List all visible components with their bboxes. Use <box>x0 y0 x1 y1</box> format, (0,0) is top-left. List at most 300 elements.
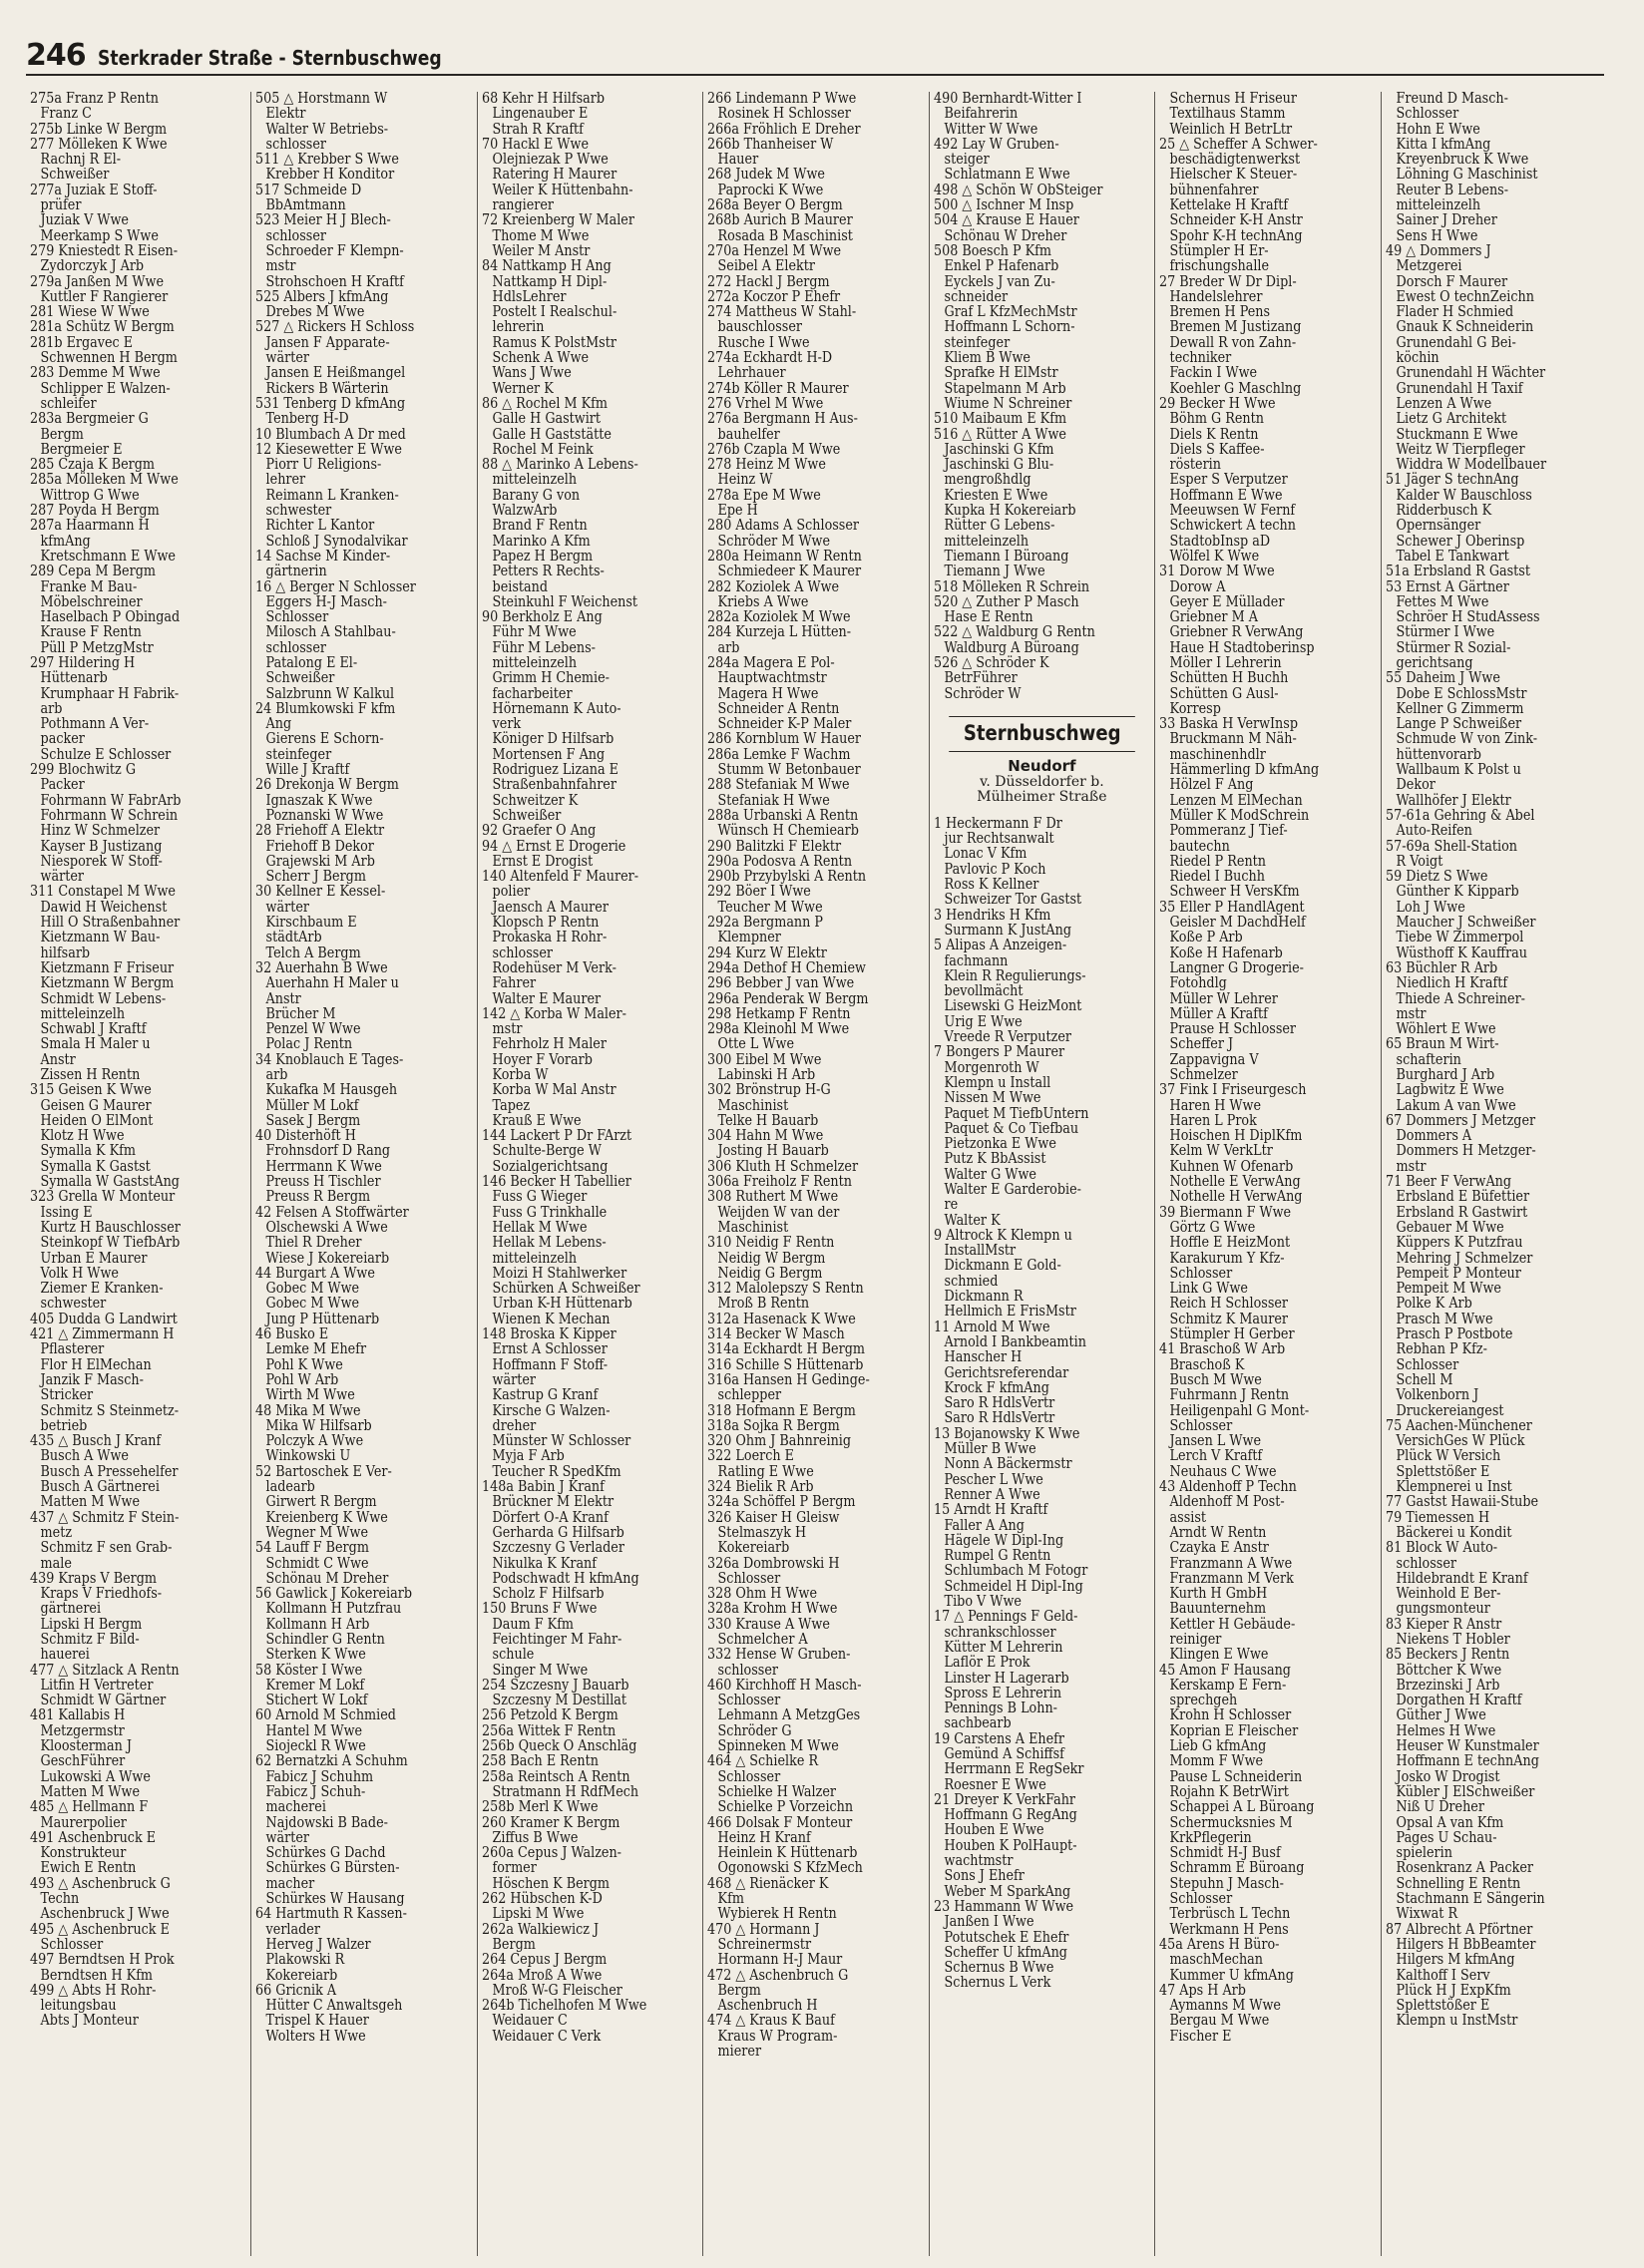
directory-entry: 264b Tichelhofen M Wwe <box>481 1998 647 2015</box>
directory-entry: 279a Janßen M Wwe <box>30 273 165 290</box>
directory-entry: Schweißer <box>492 807 562 824</box>
directory-entry: Eggers H-J Masch- <box>265 593 388 610</box>
directory-entry: Rachnj R El- <box>40 152 122 169</box>
directory-entry: 23 Hammann W Wwe <box>933 1898 1073 1915</box>
directory-entry: schlosser <box>265 639 327 656</box>
directory-entry: Stepuhn J Masch- <box>1169 1875 1285 1892</box>
directory-entry: wärter <box>265 350 310 367</box>
directory-entry: Lipski H Bergm <box>40 1616 143 1633</box>
directory-entry: 33 Baska H VerwInsp <box>1159 716 1299 733</box>
directory-entry: 300 Eibel M Wwe <box>707 1051 822 1068</box>
directory-entry: Jaensch A Maurer <box>492 899 609 916</box>
directory-entry: beschädigtenwerkst <box>1169 152 1301 169</box>
directory-entry: 266 Lindemann P Wwe <box>707 92 857 107</box>
directory-entry: Möller I Lehrerin <box>1169 654 1282 671</box>
directory-entry: Kummer U kfmAng <box>1169 1967 1295 1984</box>
directory-entry: 287a Haarmann H <box>30 518 150 535</box>
directory-entry: Ridderbusch K <box>1396 503 1491 520</box>
directory-entry: Gnauk K Schneiderin <box>1396 319 1533 336</box>
directory-entry: Marinko A Kfm <box>492 533 591 550</box>
directory-entry: 290 Balitzki F Elektr <box>707 838 842 855</box>
directory-entry: Milosch A Stahlbau- <box>265 624 397 641</box>
directory-entry: Klempnerei u Inst <box>1396 1479 1512 1496</box>
directory-entry: Abts J Monteur <box>40 2013 139 2030</box>
directory-entry: Splettstößer E <box>1396 1463 1489 1480</box>
directory-entry: mitteleinzelh <box>944 533 1028 550</box>
directory-entry: Lingenauber E <box>492 106 589 123</box>
directory-entry: schrankschlosser <box>944 1624 1056 1641</box>
directory-entry: 146 Becker H Tabellier <box>481 1174 631 1191</box>
directory-entry: Stichert W Lokf <box>265 1693 368 1709</box>
directory-entry: Meeuwsen W Fernf <box>1169 503 1296 520</box>
directory-entry: Stefaniak H Wwe <box>717 792 831 809</box>
directory-entry: Gemünd A Schiffsf <box>944 1745 1064 1762</box>
directory-entry: Grunendahl H Taxif <box>1396 380 1523 397</box>
directory-entry: 290b Przybylski A Rentn <box>707 869 867 886</box>
directory-entry: Morgenroth W <box>944 1059 1039 1076</box>
directory-entry: Pohl K Wwe <box>265 1356 344 1373</box>
directory-entry: Rosenkranz A Packer <box>1396 1860 1533 1877</box>
directory-entry: Reimann L Kranken- <box>265 487 400 504</box>
directory-entry: Bruckmann M Näh- <box>1169 731 1297 748</box>
directory-entry: Karakurum Y Kfz- <box>1169 1250 1285 1267</box>
directory-entry: 517 Schmeide D <box>255 182 362 198</box>
directory-entry: bühnenfahrer <box>1169 182 1259 198</box>
directory-entry: steiger <box>944 152 990 169</box>
directory-entry: 3 Hendriks H Kfm <box>933 907 1050 924</box>
directory-entry: dreher <box>492 1417 537 1434</box>
directory-entry: 474 △ Kraus K Bauf <box>707 2013 836 2030</box>
directory-entry: 49 △ Dommers J <box>1385 242 1491 259</box>
directory-entry: bevollmächt <box>944 983 1024 1000</box>
directory-entry: schlosser <box>265 227 327 244</box>
directory-entry: Anstr <box>265 990 302 1007</box>
directory-entry: Schramm E Büroang <box>1169 1860 1305 1877</box>
directory-entry: Lehmann A MetzgGes <box>717 1707 861 1724</box>
directory-entry: Ogonowski S KfzMech <box>717 1860 864 1877</box>
directory-entry: Plakowski R <box>265 1952 345 1969</box>
directory-entry: Griebner R VerwAng <box>1169 624 1304 641</box>
directory-entry: Heuser W Kunstmaler <box>1396 1738 1539 1755</box>
directory-entry: Penzel W Wwe <box>265 1021 361 1038</box>
directory-entry: Litfin H Vertreter <box>40 1677 154 1694</box>
directory-entry: former <box>492 1860 537 1877</box>
directory-entry: Höschen K Bergm <box>492 1875 610 1892</box>
directory-entry: Rusche I Wwe <box>717 334 810 351</box>
directory-entry: Pommeranz J Tief- <box>1169 823 1288 840</box>
directory-entry: 328 Ohm H Wwe <box>707 1586 818 1603</box>
directory-entry: Volk H Wwe <box>40 1265 119 1282</box>
directory-entry: Wegner M Wwe <box>265 1524 369 1541</box>
directory-entry: Krock F kfmAng <box>944 1379 1049 1396</box>
directory-entry: Rosinek H Schlosser <box>717 106 852 123</box>
directory-entry: Schmitz F sen Grab- <box>40 1540 173 1557</box>
directory-entry: Urban E Maurer <box>40 1250 148 1267</box>
directory-entry: 262a Walkiewicz J <box>481 1921 599 1938</box>
directory-entry: 44 Burgart A Wwe <box>255 1265 376 1282</box>
directory-column <box>1381 92 1606 2256</box>
directory-entry: Schürkes W Hausang <box>265 1891 405 1908</box>
directory-entry: maschinenhdlr <box>1169 746 1266 763</box>
directory-entry: 7 Bongers P Maurer <box>933 1044 1064 1061</box>
directory-entry: schlosser <box>492 945 553 961</box>
directory-entry: 472 △ Aschenbruch G <box>707 1967 849 1984</box>
directory-entry: Thome M Wwe <box>492 227 590 244</box>
directory-entry: 323 Grella W Monteur <box>30 1189 176 1206</box>
directory-entry: 281 Wiese W Wwe <box>30 304 150 321</box>
directory-entry: Königer D Hilfsarb <box>492 731 615 748</box>
directory-entry: Straßenbahnfahrer <box>492 777 616 794</box>
directory-entry: Rodehüser M Verk- <box>492 959 616 976</box>
directory-entry: Drebes M Wwe <box>265 304 365 321</box>
directory-entry: HdlsLehrer <box>492 288 567 305</box>
directory-entry: Symalla K Gastst <box>40 1158 151 1175</box>
directory-entry: 491 Aschenbruck E <box>30 1829 157 1846</box>
directory-entry: Schwickert A techn <box>1169 518 1297 535</box>
directory-entry: Schmitz K Maurer <box>1169 1311 1289 1327</box>
directory-entry: 65 Braun M Wirt- <box>1385 1036 1499 1053</box>
directory-entry: 266a Fröhlich E Dreher <box>707 121 861 138</box>
directory-entry: Heinz H Kranf <box>717 1829 811 1846</box>
directory-entry: Singer M Wwe <box>492 1662 589 1679</box>
directory-entry: Kietzmann W Bergm <box>40 975 175 992</box>
directory-entry: Wolters H Wwe <box>265 2028 367 2045</box>
directory-entry: Fehrholz H Maler <box>492 1036 607 1053</box>
directory-entry: Kitta I kfmAng <box>1396 136 1490 153</box>
directory-entry: rangierer <box>492 197 554 214</box>
directory-entry: 292 Böer I Wwe <box>707 884 812 901</box>
directory-entry: Weidauer C Verk <box>492 2028 602 2045</box>
directory-entry: Dewall R von Zahn- <box>1169 334 1297 351</box>
directory-entry: Scheffer U kfmAng <box>944 1944 1067 1961</box>
directory-entry: Lonac V Kfm <box>944 846 1028 863</box>
directory-entry: 272a Koczor P Ehefr <box>707 288 841 305</box>
directory-entry: Böhm G Rentn <box>1169 411 1265 428</box>
directory-entry: 497 Berndtsen H Prok <box>30 1952 175 1969</box>
directory-entry: schneider <box>944 288 1008 305</box>
directory-entry: Tenberg H-D <box>265 411 349 428</box>
directory-entry: 25 △ Scheffer A Schwer- <box>1159 136 1318 153</box>
directory-entry: Schlosser <box>1169 1891 1233 1908</box>
directory-entry: Barany G von <box>492 487 580 504</box>
directory-entry: 330 Krause A Wwe <box>707 1616 831 1633</box>
directory-entry: Küppers K Putzfrau <box>1396 1235 1523 1252</box>
directory-entry: Niß U Dreher <box>1396 1799 1484 1816</box>
directory-entry: Kütter M Lehrerin <box>944 1639 1063 1656</box>
directory-entry: Niedlich H Kraftf <box>1396 975 1507 992</box>
directory-entry: 498 △ Schön W ObSteiger <box>933 182 1103 198</box>
directory-entry: Fischer E <box>1169 2028 1232 2045</box>
directory-entry: Josting H Bauarb <box>717 1143 830 1160</box>
directory-entry: Heinlein K Hüttenarb <box>717 1845 858 1862</box>
directory-entry: Franz C <box>40 106 92 123</box>
directory-entry: 495 △ Aschenbruck E <box>30 1921 170 1938</box>
directory-entry: 39 Biermann F Wwe <box>1159 1204 1292 1221</box>
directory-entry: Bremen H Pens <box>1169 304 1271 321</box>
directory-entry: Jansen L Wwe <box>1169 1433 1262 1450</box>
directory-entry: Techn <box>40 1891 80 1908</box>
directory-entry: 1 Heckermann F Dr <box>933 815 1062 832</box>
directory-entry: Textilhaus Stamm <box>1169 106 1286 123</box>
directory-entry: 326a Dombrowski H <box>707 1555 840 1572</box>
directory-entry: 68 Kehr H Hilfsarb <box>481 92 605 107</box>
directory-entry: Tibo V Wwe <box>944 1594 1022 1611</box>
directory-entry: Hauer <box>717 152 759 169</box>
directory-entry: 16 △ Berger N Schlosser <box>255 578 417 595</box>
directory-entry: Wöhlert E Wwe <box>1396 1021 1496 1038</box>
directory-entry: Schlosser <box>717 1768 781 1785</box>
directory-entry: Dorsch F Maurer <box>1396 273 1507 290</box>
directory-entry: Jansen E Heißmangel <box>265 365 406 382</box>
directory-entry: Klempn u InstMstr <box>1396 2013 1517 2030</box>
directory-entry: Kraps V Friedhofs- <box>40 1586 163 1603</box>
directory-entry: Prasch M Wwe <box>1396 1311 1493 1327</box>
directory-entry: Haselbach P Obingad <box>40 609 181 626</box>
directory-entry: Schindler G Rentn <box>265 1631 386 1648</box>
directory-entry: 285 Czaja K Bergm <box>30 457 156 474</box>
directory-entry: Schlosser <box>1396 1356 1458 1373</box>
directory-entry: lehrerin <box>492 319 545 336</box>
directory-entry: Franzmann A Wwe <box>1169 1555 1293 1572</box>
directory-entry: Bäckerei u Kondit <box>1396 1524 1512 1541</box>
directory-entry: Dickmann E Gold- <box>944 1258 1061 1275</box>
directory-entry: BetrFührer <box>944 670 1018 687</box>
directory-entry: 504 △ Krause E Hauer <box>933 212 1079 229</box>
directory-entry: Schneider K-P Maler <box>717 716 852 733</box>
directory-entry: Klingen E Wwe <box>1169 1647 1269 1664</box>
directory-entry: Plück W Versich <box>1396 1448 1500 1465</box>
directory-entry: Link G Wwe <box>1169 1281 1249 1298</box>
directory-entry: Schmude W von Zink- <box>1396 731 1537 748</box>
directory-entry: Schermucksnies M <box>1169 1814 1293 1831</box>
directory-entry: 278a Epe M Wwe <box>707 487 822 504</box>
directory-entry: 62 Bernatzki A Schuhm <box>255 1753 409 1770</box>
directory-entry: gärtnerei <box>40 1601 102 1618</box>
directory-entry: Krohn H Schlosser <box>1169 1707 1292 1724</box>
directory-entry: Maschinist <box>717 1219 789 1236</box>
directory-entry: Stumm W Betonbauer <box>717 762 861 779</box>
directory-entry: Haren H Wwe <box>1169 1097 1262 1114</box>
directory-entry: Piorr U Religions- <box>265 457 382 474</box>
directory-entry: Schönau M Dreher <box>265 1570 389 1587</box>
directory-entry: Nothelle H VerwAng <box>1169 1189 1303 1206</box>
directory-entry: Wiume N Schreiner <box>944 395 1072 412</box>
directory-entry: 470 △ Hormann J <box>707 1921 820 1938</box>
directory-entry: Püll P MetzgMstr <box>40 639 154 656</box>
directory-entry: Hill O Straßenbahner <box>40 915 181 932</box>
directory-entry: 43 Aldenhoff P Techn <box>1159 1479 1297 1496</box>
directory-entry: Walter W Betriebs- <box>265 121 389 138</box>
directory-entry: Dekor <box>1396 777 1436 794</box>
directory-entry: Ernst E Drogist <box>492 853 594 870</box>
directory-entry: lehrer <box>265 472 306 489</box>
directory-entry: Epe H <box>717 503 759 520</box>
directory-entry: Hoischen H DiplKfm <box>1169 1128 1303 1145</box>
directory-entry: 64 Hartmuth R Kassen- <box>255 1906 408 1923</box>
directory-entry: Stürmer R Sozial- <box>1396 639 1510 656</box>
directory-entry: Ignaszak K Wwe <box>265 792 373 809</box>
directory-entry: Grunendahl G Bei- <box>1396 334 1516 351</box>
directory-entry: Prokaska H Rohr- <box>492 930 608 946</box>
directory-entry: Arnold I Bankbeamtin <box>944 1333 1086 1350</box>
directory-entry: Hägele W Dipl-Ing <box>944 1532 1063 1549</box>
directory-entry: schule <box>492 1647 535 1664</box>
directory-entry: 258a Reintsch A Rentn <box>481 1768 630 1785</box>
directory-entry: 312 Malolepszy S Rentn <box>707 1281 864 1298</box>
directory-entry: 254 Szczesny J Bauarb <box>481 1677 629 1694</box>
directory-entry: Labinski H Arb <box>717 1067 816 1083</box>
directory-entry: Schlosser <box>1169 1417 1233 1434</box>
directory-entry: 140 Altenfeld F Maurer- <box>481 869 638 886</box>
directory-entry: Rochel M Feink <box>492 441 594 458</box>
district-name: Neudorf <box>1008 756 1076 775</box>
directory-entry: Kremer M Lokf <box>265 1677 365 1694</box>
directory-entry: gungsmonteur <box>1396 1601 1490 1618</box>
directory-entry: 280a Heimann W Rentn <box>707 548 863 565</box>
directory-entry: Flor H ElMechan <box>40 1356 152 1373</box>
directory-entry: Geisler M DachdHelf <box>1169 915 1306 932</box>
directory-entry: Dorow A <box>1169 578 1226 595</box>
directory-entry: Neidig W Bergm <box>717 1250 826 1267</box>
directory-entry: 88 △ Marinko A Lebens- <box>481 457 638 474</box>
directory-entry: Putz K BbAssist <box>944 1151 1046 1168</box>
directory-entry: Lipski M Wwe <box>492 1906 585 1923</box>
directory-entry: Gerichtsreferendar <box>944 1364 1068 1381</box>
directory-entry: Schmidt W Lebens- <box>40 990 167 1007</box>
directory-entry: Bergmeier E <box>40 441 123 458</box>
directory-entry: Podschwadt H kfmAng <box>492 1570 639 1587</box>
directory-entry: Aymanns M Wwe <box>1169 1998 1282 2015</box>
directory-entry: Schell M <box>1396 1371 1453 1388</box>
directory-entry: Weinlich H BetrLtr <box>1169 121 1293 138</box>
directory-entry: Löhning G Maschinist <box>1396 167 1538 184</box>
directory-entry: 286 Kornblum W Hauer <box>707 731 862 748</box>
directory-entry: Pempeit P Monteur <box>1396 1265 1521 1282</box>
directory-entry: Houben K PolHaupt- <box>944 1837 1077 1854</box>
directory-entry: Richter L Kantor <box>265 518 375 535</box>
directory-entry: Laflör E Prok <box>944 1655 1030 1672</box>
directory-entry: 508 Boesch P Kfm <box>933 242 1051 259</box>
directory-columns <box>26 92 1606 2256</box>
directory-entry: Diels K Rentn <box>1169 426 1259 443</box>
directory-entry: Erbsland E Büfettier <box>1396 1189 1529 1206</box>
directory-entry: Ramus K PolstMstr <box>492 334 616 351</box>
directory-entry: 284a Magera E Pol- <box>707 654 835 671</box>
directory-entry: Metzgermstr <box>40 1722 125 1739</box>
directory-entry: 84 Nattkamp H Ang <box>481 258 612 275</box>
directory-entry: Schweißer <box>265 670 335 687</box>
directory-entry: Spinneken M Wwe <box>717 1738 840 1755</box>
directory-entry: Geyer E Müllader <box>1169 593 1285 610</box>
directory-entry: Symalla K Kfm <box>40 1143 136 1160</box>
directory-entry: Tiemann I Büroang <box>944 548 1069 565</box>
directory-entry: Schmiedeer K Maurer <box>717 564 862 580</box>
directory-entry: Zissen H Rentn <box>40 1067 141 1083</box>
directory-entry: Vreede R Verputzer <box>944 1029 1071 1046</box>
directory-entry: Neidig G Bergm <box>717 1265 823 1282</box>
directory-entry: Hellak M Wwe <box>492 1219 588 1236</box>
directory-entry: 531 Tenberg D kfmAng <box>255 395 406 412</box>
directory-entry: Schlosser <box>717 1693 781 1709</box>
directory-entry: Ang <box>265 716 292 733</box>
directory-entry: 499 △ Abts H Rohr- <box>30 1982 157 1999</box>
directory-column <box>929 92 1154 2256</box>
directory-entry: Olejniezak P Wwe <box>492 152 609 169</box>
directory-entry: Nikulka K Kranf <box>492 1555 597 1572</box>
directory-entry: 144 Lackert P Dr FArzt <box>481 1128 631 1145</box>
directory-entry: Kirsche G Walzen- <box>492 1402 611 1419</box>
directory-entry: 284 Kurzeja L Hütten- <box>707 624 852 641</box>
directory-entry: Busch A Pressehelfer <box>40 1463 179 1480</box>
directory-entry: Kukafka M Hausgeh <box>265 1082 398 1099</box>
directory-entry: Poznanski W Wwe <box>265 807 384 824</box>
directory-entry: 67 Dommers J Metzger <box>1385 1112 1535 1129</box>
directory-entry: Wans J Wwe <box>492 365 572 382</box>
directory-entry: Lenzen M ElMechan <box>1169 792 1303 809</box>
directory-entry: Schürken A Schweißer <box>492 1281 640 1298</box>
directory-entry: arb <box>40 700 63 717</box>
directory-entry: Ernst A Schlosser <box>492 1341 608 1358</box>
directory-entry: sachbearb <box>944 1715 1012 1732</box>
directory-entry: 31 Dorow M Wwe <box>1159 564 1275 580</box>
directory-entry: Schmelcher A <box>717 1631 808 1648</box>
directory-entry: 85 Beckers J Rentn <box>1385 1647 1509 1664</box>
directory-entry: Schmidt H-J Busf <box>1169 1845 1281 1862</box>
directory-entry: Kfm <box>717 1891 745 1908</box>
directory-entry: Schmelzer <box>1169 1067 1238 1083</box>
directory-entry: fachmann <box>944 952 1009 969</box>
directory-entry: Steinkopf W TiefbArb <box>40 1235 181 1252</box>
directory-entry: 468 △ Rienäcker K <box>707 1875 829 1892</box>
directory-entry: Erbsland R Gastwirt <box>1396 1204 1527 1221</box>
directory-entry: 526 △ Schröder K <box>933 654 1049 671</box>
directory-entry: Walter E Maurer <box>492 990 601 1007</box>
directory-entry: Schönau W Dreher <box>944 227 1067 244</box>
directory-entry: Koße H Hafenarb <box>1169 945 1283 961</box>
directory-entry: Kreienberg K Wwe <box>265 1509 389 1526</box>
directory-entry: Lenzen A Wwe <box>1396 395 1491 412</box>
directory-entry: Siojeckl R Wwe <box>265 1738 367 1755</box>
directory-entry: 405 Dudda G Landwirt <box>30 1311 178 1327</box>
directory-entry: Kalder W Bauschloss <box>1396 487 1532 504</box>
directory-entry: Kraus W Program- <box>717 2028 838 2045</box>
directory-entry: 306a Freiholz F Rentn <box>707 1174 853 1191</box>
directory-entry: mstr <box>1396 1005 1426 1022</box>
page-header <box>26 38 1604 76</box>
directory-entry: Telch A Bergm <box>265 945 362 961</box>
directory-entry: 278 Heinz M Wwe <box>707 457 827 474</box>
directory-entry: reiniger <box>1169 1631 1222 1648</box>
directory-entry: Handelslehrer <box>1169 288 1263 305</box>
directory-entry: Hantel M Wwe <box>265 1722 363 1739</box>
directory-entry: mengroßhdlg <box>944 472 1031 489</box>
directory-entry: Stachmann E Sängerin <box>1396 1891 1545 1908</box>
directory-entry: Ewest O technZeichn <box>1396 288 1534 305</box>
directory-entry: 86 △ Rochel M Kfm <box>481 395 608 412</box>
directory-entry: macher <box>265 1875 315 1892</box>
directory-entry: Burghard J Arb <box>1396 1067 1494 1083</box>
directory-entry: Aschenbruck J Wwe <box>40 1906 170 1923</box>
directory-entry: Urig E Wwe <box>944 1013 1023 1030</box>
directory-entry: Hohn E Wwe <box>1396 121 1480 138</box>
directory-entry: Klein R Regulierungs- <box>944 967 1086 984</box>
directory-entry: Bauunternehm <box>1169 1601 1267 1618</box>
directory-entry: Hoffmann L Schorn- <box>944 319 1075 336</box>
directory-entry: Hölzel F Ang <box>1169 777 1254 794</box>
directory-entry: Bremen M Justizang <box>1169 319 1302 336</box>
directory-entry: Freund D Masch- <box>1396 92 1508 107</box>
directory-entry: Krauß E Wwe <box>492 1112 582 1129</box>
